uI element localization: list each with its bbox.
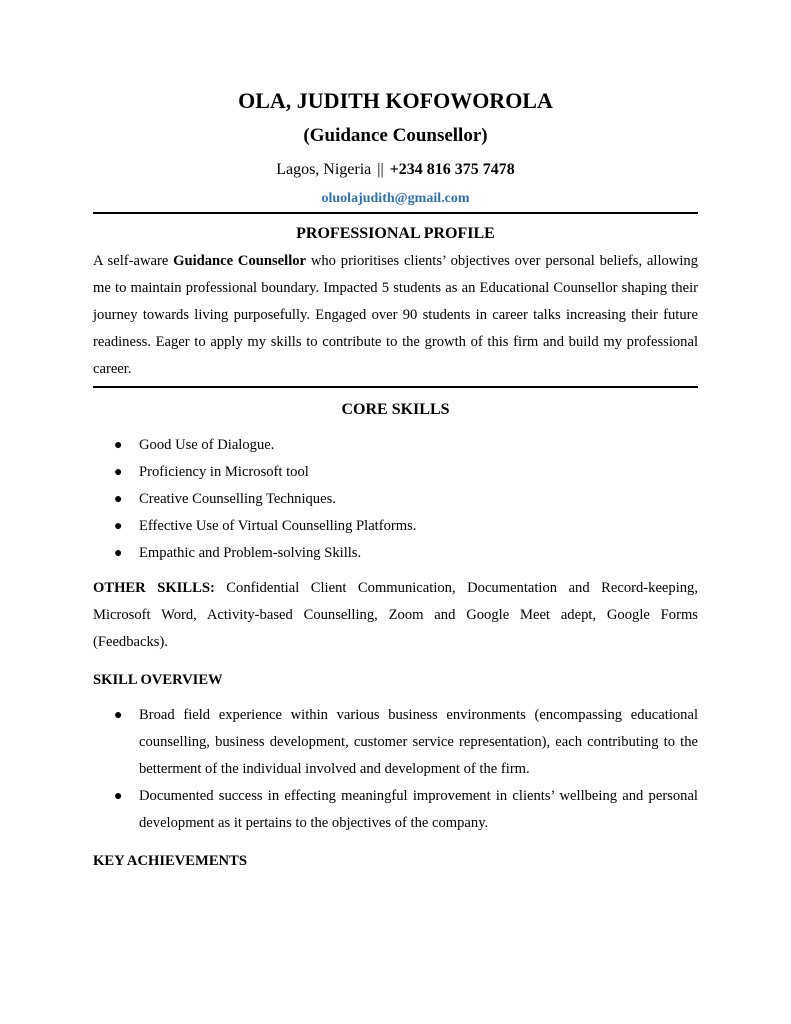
email-link[interactable]: oluolajudith@gmail.com — [321, 191, 470, 206]
list-item — [93, 486, 698, 513]
candidate-name: OLA, JUDITH KOFOWOROLA — [238, 88, 553, 113]
phone-number: +234 816 375 7478 — [389, 161, 515, 178]
bullet-icon: ● — [114, 519, 123, 534]
job-title: (Guidance Counsellor) — [303, 125, 488, 146]
list-item — [93, 432, 698, 459]
contact-separator: || — [377, 161, 384, 178]
contact-line — [93, 160, 698, 180]
bullet-icon: ● — [114, 546, 123, 561]
bullet-icon: ● — [114, 438, 123, 453]
other-skills-label: OTHER SKILLS: — [93, 580, 215, 596]
profile-body: who prioritises clients’ objectives over personal beliefs, allowing me to maintain professional boundary. Impacted 5 students as an Educational Counsellor shaping their journey towards living purposefully. Engaged over 90 students in career talks increasing their future readiness. Eager to apply my skills to contribute to the growth of this firm and build my professional career. — [93, 253, 698, 377]
bullet-icon: ● — [114, 465, 123, 480]
list-item — [93, 783, 698, 837]
list-item — [93, 513, 698, 540]
divider-top — [93, 212, 698, 214]
key-achievements-heading: KEY ACHIEVEMENTS — [93, 853, 247, 869]
location: Lagos, Nigeria — [276, 161, 372, 178]
other-skills-paragraph — [93, 575, 698, 656]
professional-profile-text — [93, 248, 698, 383]
list-item — [93, 702, 698, 783]
professional-profile-heading: PROFESSIONAL PROFILE — [296, 225, 495, 242]
core-skill-text: Creative Counselling Techniques. — [139, 491, 336, 507]
overview-text: Documented success in effecting meaningful improvement in clients’ wellbeing and personal development as it pertains to the objectives of the company. — [139, 788, 698, 831]
bullet-icon: ● — [114, 492, 123, 507]
core-skills-list — [93, 432, 698, 567]
skill-overview-list — [93, 702, 698, 837]
core-skill-text: Effective Use of Virtual Counselling Platforms. — [139, 518, 417, 534]
core-skill-text: Good Use of Dialogue. — [139, 437, 275, 453]
core-skill-text: Proficiency in Microsoft tool — [139, 464, 309, 480]
core-skills-heading: CORE SKILLS — [341, 401, 450, 418]
profile-highlight: Guidance Counsellor — [173, 253, 307, 269]
overview-text: Broad field experience within various business environments (encompassing educational counselling, business development, customer service representation), each contributing to the betterment of the individual involved and development of the firm. — [139, 707, 698, 777]
list-item — [93, 459, 698, 486]
list-item — [93, 540, 698, 567]
core-skill-text: Empathic and Problem-solving Skills. — [139, 545, 362, 561]
other-skills-text: Confidential Client Communication, Documentation and Record-keeping, Microsoft Word, Activity-based Counselling, Zoom and Google Meet adept, Google Forms (Feedbacks). — [93, 580, 698, 650]
bullet-icon: ● — [114, 708, 123, 723]
profile-intro: A self-aware — [93, 253, 174, 269]
email-line — [93, 190, 698, 208]
resume-page — [93, 88, 698, 871]
divider-profile — [93, 386, 698, 388]
skill-overview-heading: SKILL OVERVIEW — [93, 672, 223, 688]
bullet-icon: ● — [114, 789, 123, 804]
